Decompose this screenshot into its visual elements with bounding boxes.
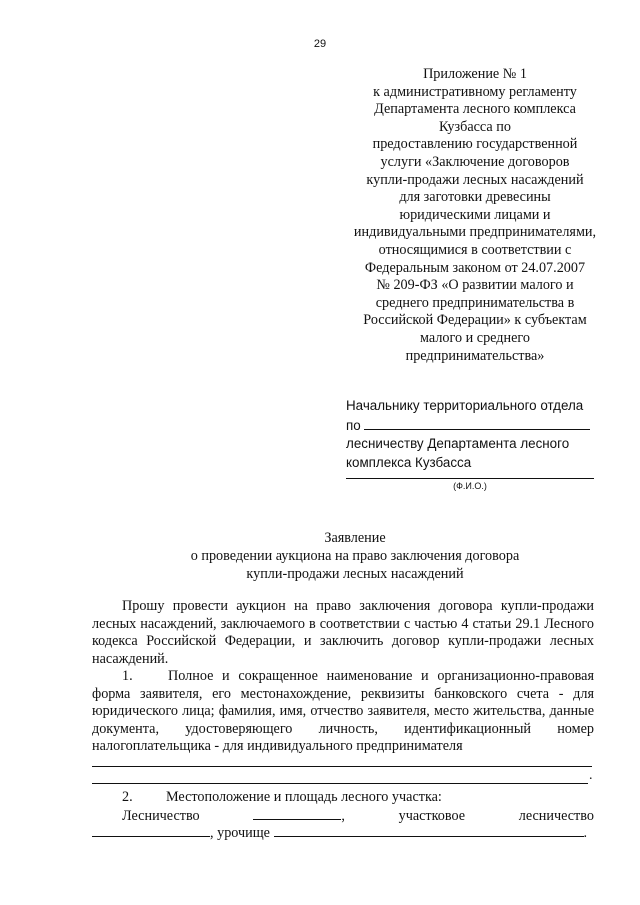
appendix-line: № 209-ФЗ «О развитии малого и: [376, 277, 574, 294]
tract-field[interactable]: [274, 823, 584, 837]
appendix-line: для заготовки древесины: [399, 189, 551, 206]
final-dot: .: [583, 825, 588, 841]
district-label-2: лесничество: [518, 808, 594, 824]
appendix-line: Федеральным законом от 24.07.2007: [364, 259, 586, 276]
item-2-text: Местоположение и площадь лесного участка:: [166, 789, 442, 805]
addressee-line: Начальнику территориального отдела: [346, 398, 584, 413]
forestry-separator: ,: [341, 808, 345, 824]
appendix-line: предпринимательства»: [405, 347, 545, 364]
appendix-line: индивидуальными предпринимателями,: [353, 224, 597, 241]
appendix-line: малого и среднего: [420, 329, 530, 346]
district-forestry-field[interactable]: [92, 823, 210, 837]
fio-field[interactable]: [346, 478, 594, 479]
appendix-header: [330, 66, 620, 365]
title-line: Заявление: [324, 530, 386, 546]
title-line: купли-продажи лесных насаждений: [246, 566, 464, 582]
line-end-dot: .: [589, 768, 593, 783]
page-number: 29: [313, 38, 327, 50]
application-body: [92, 598, 594, 668]
document-title: [0, 529, 640, 583]
tract-label: , урочище: [210, 825, 270, 841]
item-number: 1.: [122, 668, 133, 684]
item-1-paragraph: [92, 668, 594, 756]
forestry-label: Лесничество: [122, 808, 200, 824]
appendix-line: Приложение № 1: [423, 66, 527, 82]
appendix-line: Кузбасса по: [439, 118, 511, 135]
item-number: 2.: [122, 789, 133, 805]
item-1-text: Полное и сокращенное наименование и организационно-правовая форма заявителя, его местонахождение, реквизиты банковского счета - для юридического лица; фамилия, имя, отчество заявителя, место жительства, данные документа, удостоверяющего личность, идентификационный номер налогоплательщика - для индивидуального предпринимателя: [92, 668, 594, 755]
tract-row: [92, 823, 594, 842]
appendix-line: предоставлению государственной: [372, 136, 578, 153]
addressee-line: лесничеству Департамента лесного: [346, 436, 570, 451]
appendix-line: Департамента лесного комплекса: [374, 101, 576, 118]
appendix-line: относящимися в соответствии с: [378, 241, 572, 258]
applicant-details-field-line-1[interactable]: [92, 766, 592, 767]
appendix-line: Российской Федерации» к субъектам: [363, 312, 587, 329]
fio-caption: (Ф.И.О.): [453, 481, 487, 491]
forestry-field[interactable]: [253, 806, 341, 820]
addressee-line: комплекса Кузбасса: [346, 454, 472, 470]
appendix-line: к административному регламенту: [373, 83, 577, 100]
addressee-department-row: [346, 416, 596, 436]
district-label: участковое: [398, 808, 466, 824]
item-2: [122, 789, 442, 806]
appendix-line: юридическими лицами и: [399, 206, 551, 223]
applicant-details-field-line-2[interactable]: [92, 783, 588, 784]
intro-paragraph: Прошу провести аукцион на право заключения договора купли-продажи лесных насаждений, заключаемого в соответствии с частью 4 статьи 29.1 Лесного кодекса Российской Федерации, и заключить договор купли-продажи лесных насаждений.: [92, 598, 594, 667]
title-line: о проведении аукциона на право заключения договора: [190, 548, 520, 564]
addressee-prefix: по: [346, 417, 361, 433]
department-name-field[interactable]: [364, 416, 590, 430]
appendix-line: услуги «Заключение договоров: [380, 153, 570, 170]
appendix-line: купли-продажи лесных насаждений: [366, 171, 584, 188]
appendix-line: среднего предпринимательства в: [375, 294, 575, 311]
addressee-block: [346, 397, 596, 472]
